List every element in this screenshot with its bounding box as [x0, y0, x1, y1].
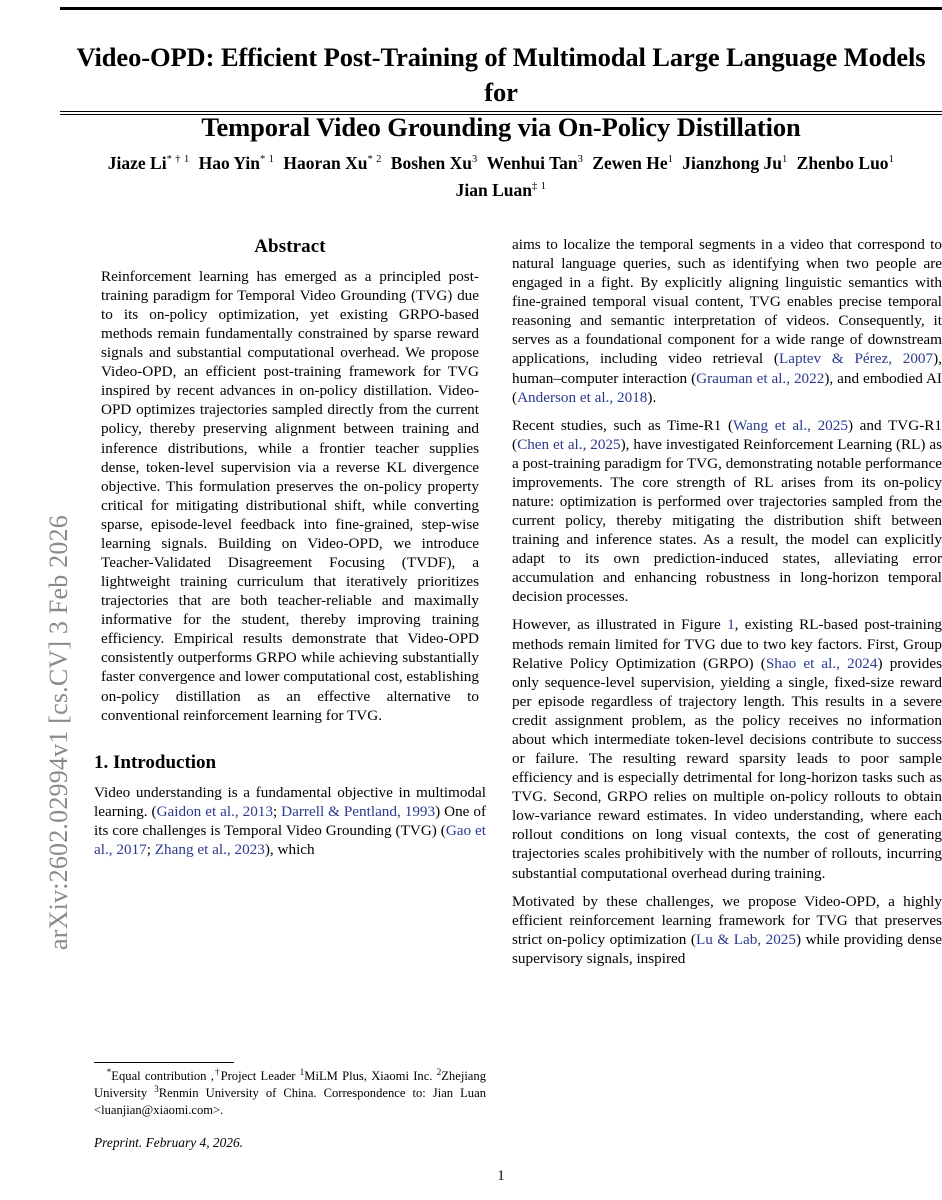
author-marks: * 2: [367, 154, 382, 166]
text-run: ), which: [264, 840, 315, 858]
text-run: Zhejiang University: [94, 1069, 486, 1101]
footnote-area: [94, 1062, 486, 1151]
author-marks: 1: [888, 154, 895, 166]
author-entry: [682, 153, 787, 173]
author-name: Jian Luan: [455, 180, 533, 201]
page-title: [74, 40, 928, 146]
text-run: aims to localize the temporal segments in a video that correspond to natural language queries, such as identifying when two people are engaged in a fight. By explicitly aligning linguistic semantics with fine-grained temporal visual content, TVG enables precise temporal reasoning and semantic interpretation of videos. Consequently, it serves as a foundational component for a wide range of downstream applications, including video retrieval (: [512, 236, 942, 368]
author-entry: [592, 153, 673, 173]
text-run: Equal contribution ,: [111, 1069, 214, 1084]
text-run: ).: [647, 388, 657, 406]
text-run: ;: [272, 802, 282, 820]
text-run: ), and embodied AI (: [512, 369, 942, 406]
arxiv-stamp-text: arXiv:2602.02994v1 [cs.CV] 3 Feb 2026: [44, 515, 73, 950]
text-run: ), have investigated Reinforcement Learning (RL) as a post-training paradigm for TVG, demonstrating notable performance improvements. The core strength of RL arises from its on-policy nature: optimization is performed over trajectories sampled from the current policy, thereby mitigating the distribution shift between training and inference states. As a result, the model can explicitly adapt to its own prediction-induced states, alleviating error accumulation and enhancing robustness in long-horizon temporal decision processes.: [512, 435, 942, 606]
citation-link[interactable]: Gaidon et al., 2013: [156, 802, 273, 820]
title-rule: [60, 111, 942, 112]
footnote-mark-two: 2: [436, 1067, 442, 1077]
title-line-2: Temporal Video Grounding via On-Policy Distillation: [201, 112, 801, 143]
author-name: Jiaze Li: [107, 153, 167, 173]
author-list: [60, 150, 942, 204]
paper-page: [60, 0, 942, 1200]
footnote-mark-dagger: †: [213, 1067, 221, 1077]
author-entry: [391, 153, 478, 173]
text-run: Video understanding is a fundamental objective in multimodal learning. (: [94, 783, 486, 820]
abstract-body: Reinforcement learning has emerged as a principled post-training paradigm for Temporal Video Grounding (TVG) due to its on-policy optimization, yet existing GRPO-based methods remain fundamentally constrained by sparse reward signals and substantial computational overhead. We propose Video-OPD, an efficient post-training framework for TVG inspired by recent advances in on-policy distillation. Video-OPD optimizes trajectories sampled directly from the current policy, thereby preserving alignment between training and inference distributions, while a frontier teacher supplies dense, token-level supervision via a reverse KL divergence objective. This formulation preserves the on-policy property critical for mitigating distributional shift, while converting sparse, episode-level feedback into fine-grained, step-wise learning signals. Building on Video-OPD, we introduce Teacher-Validated Disagreement Focusing (TVDF), a lightweight training curriculum that iteratively prioritizes trajectories that are both teacher-reliable and maximally informative for the student, thereby improving training efficiency. Empirical results demonstrate that Video-OPD consistently outperforms GRPO while achieving substantially faster convergence and lower computational cost, establishing on-policy distillation as an effective alternative to conventional reinforcement learning for TVG.: [101, 267, 479, 724]
author-name: Zewen He: [592, 153, 668, 173]
right-column: [512, 235, 942, 968]
text-run: Motivated by these challenges, we propose Video-OPD, a highly efficient reinforcement learning framework for TVG that preserves strict on-policy optimization (: [512, 892, 942, 948]
body-paragraph-3: [512, 615, 942, 882]
author-marks: * † 1: [166, 154, 190, 166]
footnote-rule: [94, 1062, 234, 1063]
citation-link[interactable]: Gao et al., 2017: [94, 821, 487, 858]
figure-reference-link[interactable]: 1: [727, 616, 735, 634]
text-run: ) and TVG-R1 (: [512, 416, 942, 453]
author-marks: * 1: [260, 154, 275, 166]
citation-link[interactable]: Zhang et al., 2023: [154, 840, 265, 858]
author-name: Wenhui Tan: [486, 153, 578, 173]
text-run: ) while providing dense supervisory signals, inspired: [512, 930, 942, 967]
author-marks: ‡ 1: [532, 181, 547, 193]
page-number: 1: [497, 1168, 505, 1184]
text-run: , existing RL-based post-training methods remain limited for TVG due to two key factors. First, Group Relative Policy Optimization (GRPO) (: [512, 616, 942, 672]
citation-link[interactable]: Grauman et al., 2022: [696, 369, 825, 387]
title-line-1: Video-OPD: Efficient Post-Training of Multimodal Large Language Models for: [76, 41, 926, 107]
author-entry: [108, 153, 190, 173]
author-entry: [456, 180, 547, 200]
text-run: ;: [146, 840, 155, 858]
abstract-heading: Abstract: [254, 236, 326, 257]
author-name: Zhenbo Luo: [796, 153, 889, 173]
section-heading-introduction: 1. Introduction: [94, 751, 217, 773]
citation-link[interactable]: Wang et al., 2025: [733, 416, 848, 434]
citation-link[interactable]: Shao et al., 2024: [765, 654, 878, 672]
text-run: Recent studies, such as Time-R1 (: [512, 416, 734, 434]
text-run: Renmin University of China. Correspondence to: Jian Luan <luanjian@xiaomi.com>.: [94, 1086, 486, 1117]
author-marks: 1: [781, 154, 788, 166]
citation-link[interactable]: Laptev & Pérez, 2007: [778, 350, 934, 368]
citation-link[interactable]: Anderson et al., 2018: [517, 388, 648, 406]
text-run: ) provides only sequence-level supervision, yielding a single, fixed-size reward per episode regardless of trajectory length. This results in a severe credit assignment problem, as the policy receives no information about which intermediate token-level decisions contribute to success or failure. The resulting reward sparsity leads to poor sample efficiency and is especially detrimental for long-horizon tasks such as TVG. Second, GRPO relies on multiple on-policy rollouts to obtain low-variance reward estimates. In video understanding, where each rollout conditions on long visual contexts, the cost of generating trajectories scales prohibitively with the number of rollouts, incurring substantial computational overhead during training.: [512, 654, 942, 882]
author-name: Haoran Xu: [283, 153, 368, 173]
author-name: Boshen Xu: [390, 153, 472, 173]
author-entry: [283, 153, 381, 173]
footnote-mark-one: 1: [299, 1067, 305, 1077]
body-paragraph-1: [512, 235, 942, 407]
author-entry: [487, 153, 584, 173]
citation-link[interactable]: Darrell & Pentland, 1993: [281, 802, 436, 820]
text-run: MiLM Plus, Xiaomi Inc.: [304, 1069, 437, 1084]
author-marks: 3: [577, 154, 584, 166]
text-run: ) One of its core challenges is Temporal Video Grounding (TVG) (: [94, 802, 486, 839]
author-marks: 3: [472, 154, 478, 166]
arxiv-stamp: [0, 0, 73, 1200]
text-run: However, as illustrated in Figure: [512, 616, 728, 634]
citation-link[interactable]: Chen et al., 2025: [517, 435, 621, 453]
body-paragraph-2: [512, 416, 942, 607]
author-entry: [199, 153, 275, 173]
preprint-notice: Preprint. February 4, 2026.: [94, 1134, 244, 1150]
author-name: Jianzhong Ju: [682, 153, 782, 173]
text-run: Project Leader: [220, 1069, 300, 1084]
text-run: ), human–computer interaction (: [512, 350, 942, 387]
author-name: Hao Yin: [198, 153, 261, 173]
footnote-mark-three: 3: [154, 1084, 159, 1095]
author-marks: 1: [667, 154, 674, 166]
body-paragraph-4: [512, 892, 942, 968]
intro-paragraph-1: [94, 783, 486, 859]
citation-link[interactable]: Lu & Lab, 2025: [695, 930, 796, 948]
top-rule: [60, 7, 942, 10]
footnote-affiliations: [94, 1067, 486, 1118]
left-column: [94, 235, 486, 859]
author-entry: [797, 153, 895, 173]
footnote-mark-star: *: [106, 1067, 112, 1077]
